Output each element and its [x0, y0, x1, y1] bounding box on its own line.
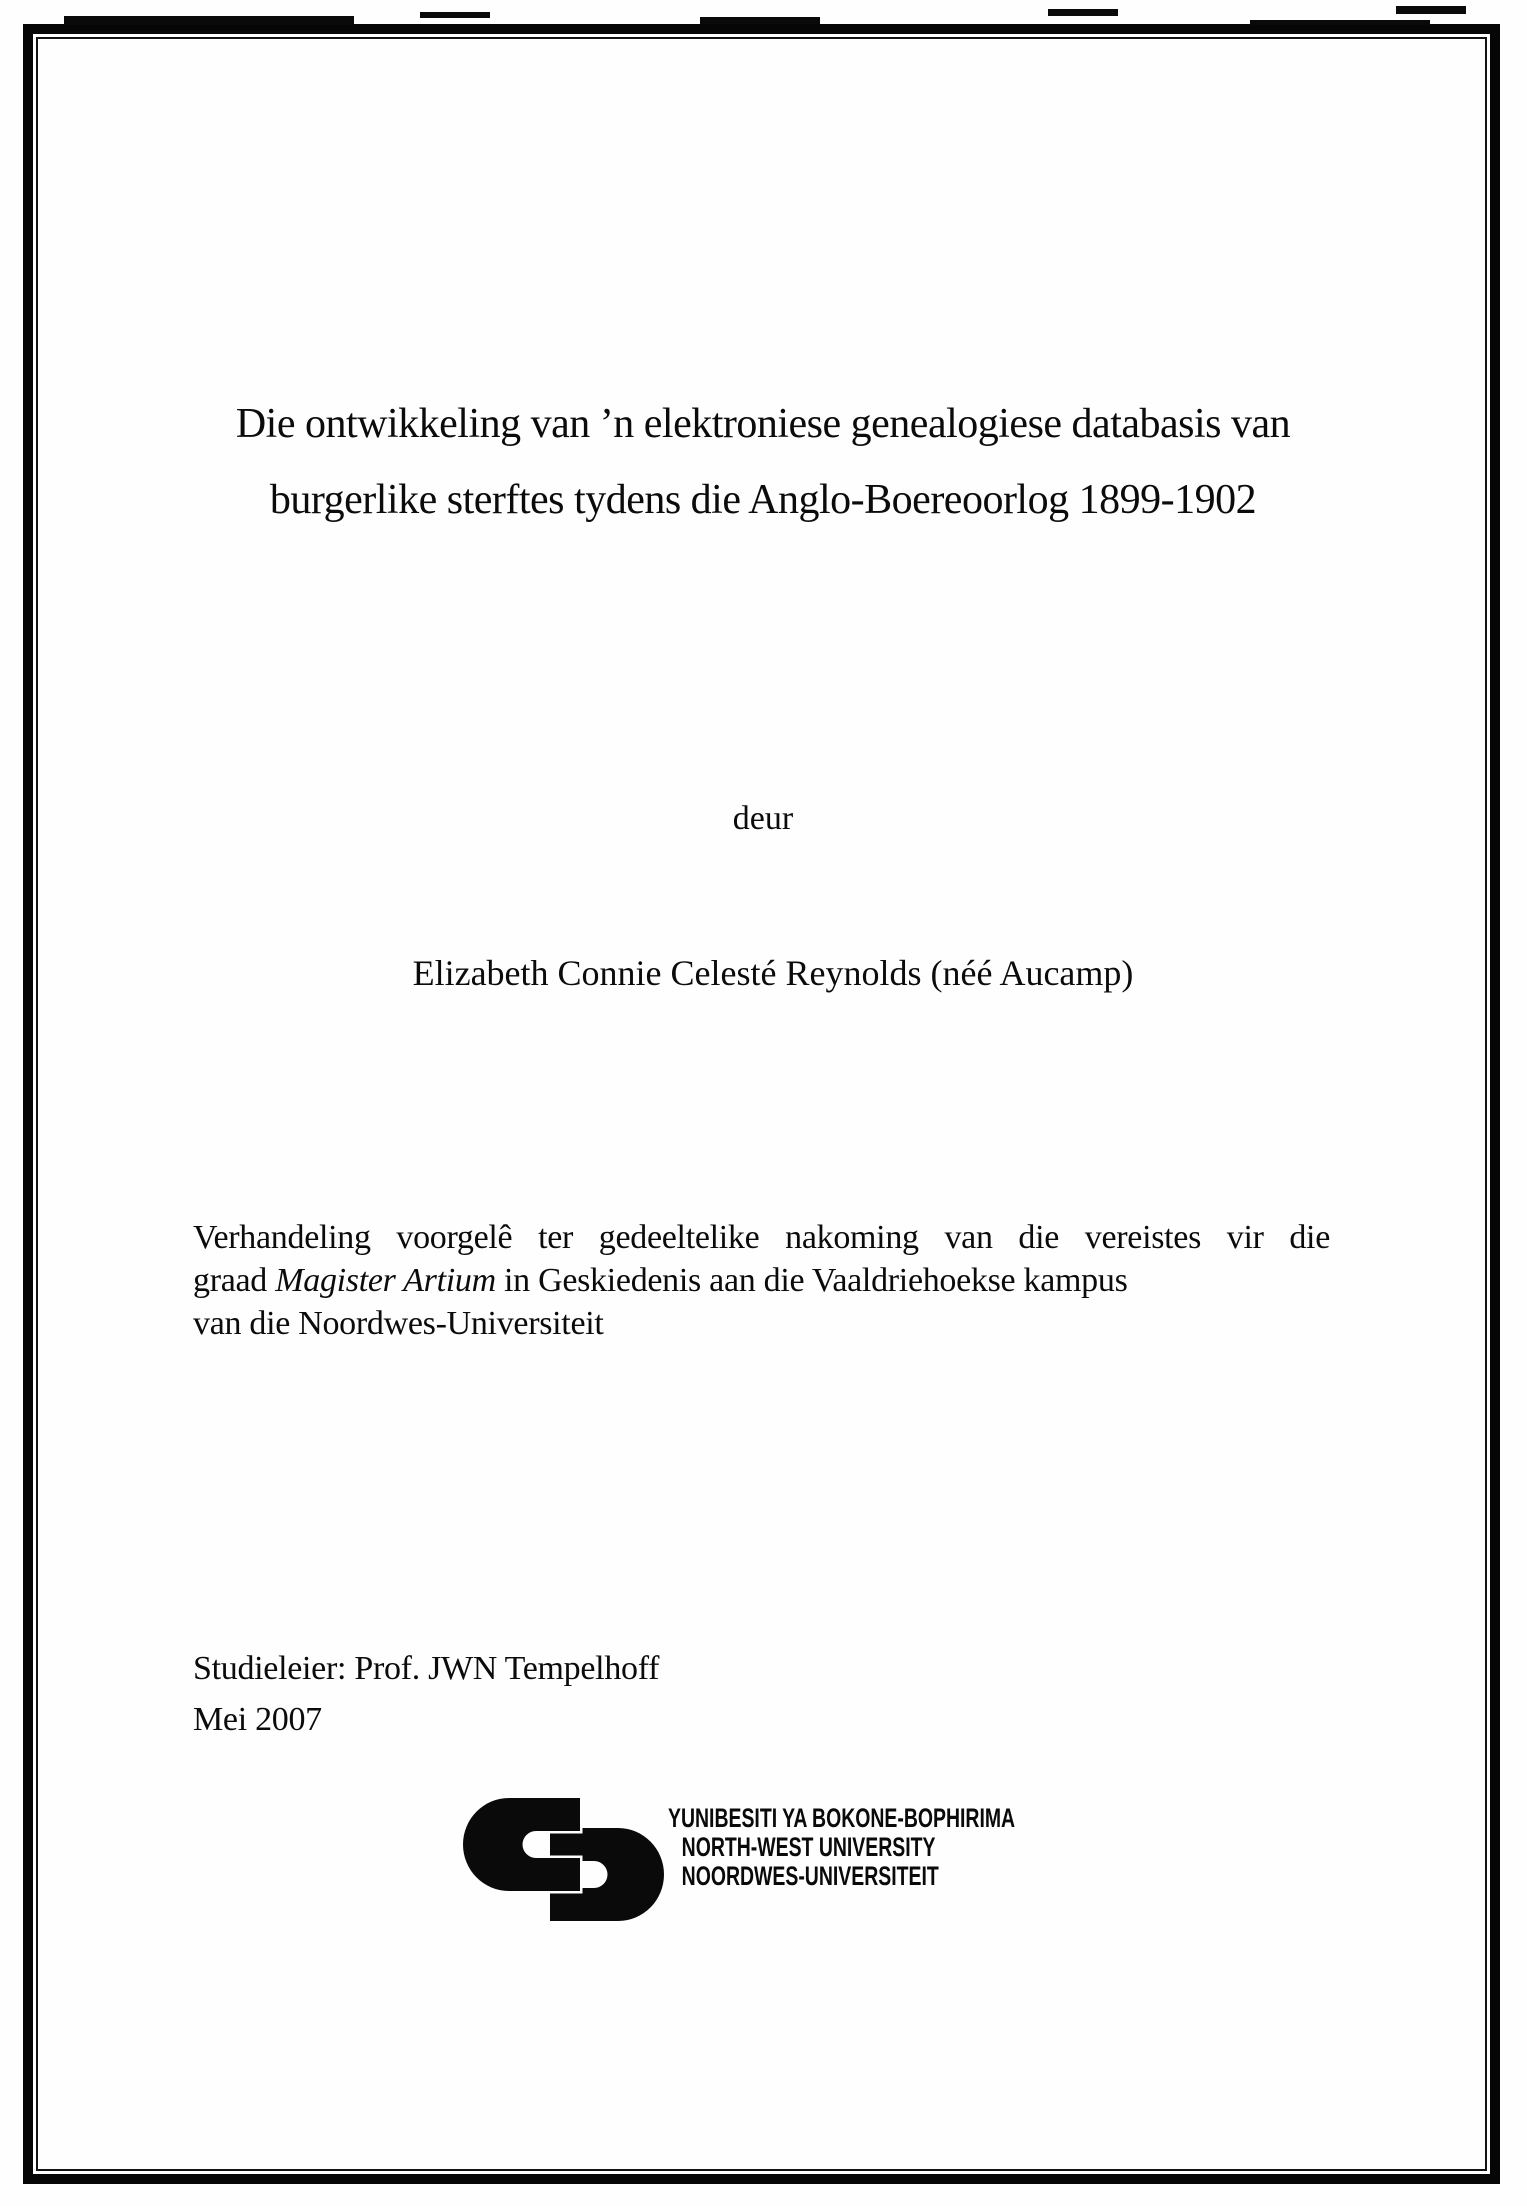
supervisor-line: Studieleier: Prof. JWN Tempelhoff	[193, 1650, 660, 1687]
scan-artifact	[1396, 6, 1466, 14]
author-name: Elizabeth Connie Celesté Reynolds (néé Aucamp)	[412, 953, 1134, 993]
university-name-afrikaans: NOORDWES-UNIVERSITEIT	[681, 1861, 939, 1891]
description-line-2-post: in Geskiedenis aan die Vaaldriehoekse kampus	[495, 1262, 1128, 1299]
scan-artifact	[64, 16, 354, 25]
title-line-1: Die ontwikkeling van ’n elektroniese genealogiese databasis van	[235, 401, 1291, 447]
byline-label: deur	[732, 800, 794, 837]
university-name-english: NORTH-WEST UNIVERSITY	[681, 1832, 936, 1862]
university-name-block	[668, 1804, 1015, 1891]
date-line: Mei 2007	[193, 1701, 322, 1738]
description-line-2-pre: graad	[193, 1262, 276, 1299]
scan-artifact	[1048, 9, 1118, 16]
university-name-setswana: YUNIBESITI YA BOKONE-BOPHIRIMA	[668, 1803, 1016, 1833]
page-title	[193, 386, 1333, 538]
title-line-2: burgerlike sterftes tydens die Anglo-Boereoorlog 1899-1902	[269, 477, 1257, 523]
description-line-3: van die Noordwes-Universiteit	[193, 1305, 604, 1342]
description-line-2	[193, 1259, 1330, 1302]
scan-artifact	[420, 12, 490, 18]
scan-artifact	[1250, 20, 1430, 25]
degree-name: Magister Artium	[275, 1262, 496, 1299]
nwu-logo-mark-icon	[455, 1795, 670, 1925]
scan-artifact	[700, 17, 820, 24]
description-line-1: Verhandeling voorgelê ter gedeeltelike nakoming van die vereistes vir die	[193, 1219, 1330, 1256]
thesis-description	[193, 1216, 1330, 1345]
